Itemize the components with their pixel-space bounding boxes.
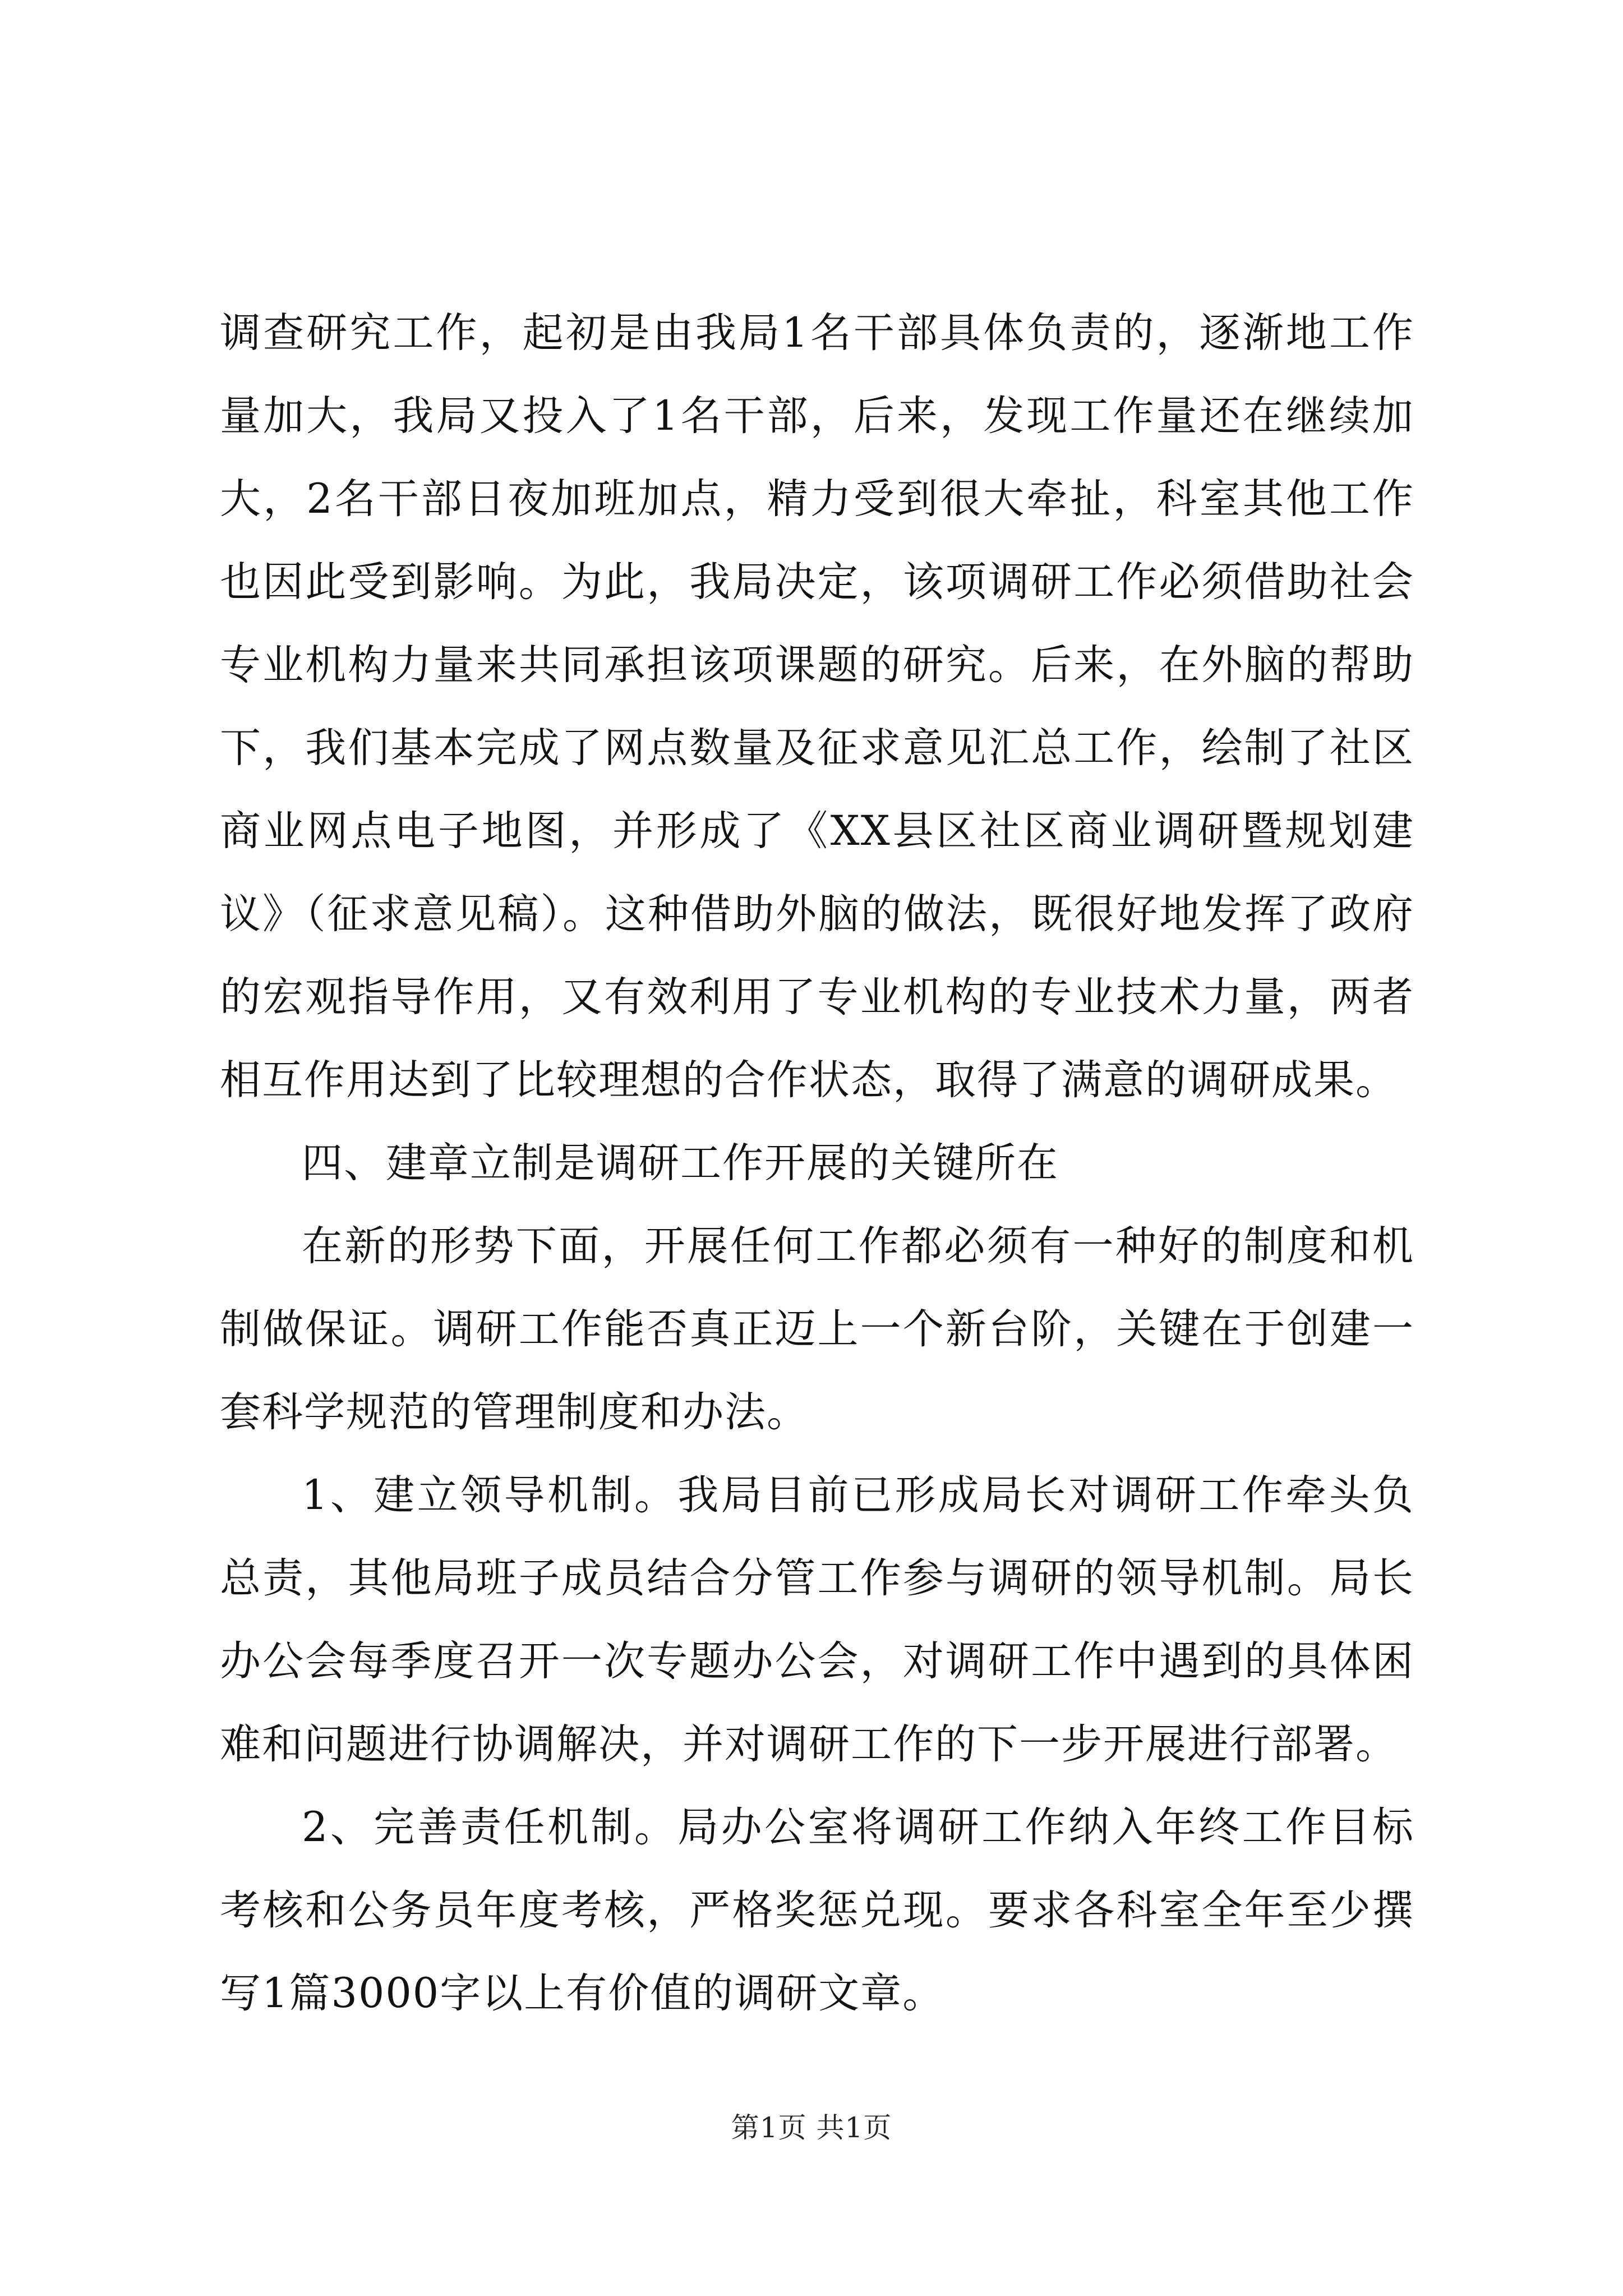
section-heading: 四、建章立制是调研工作开展的关键所在 xyxy=(302,1139,1059,1187)
document-body xyxy=(220,292,1414,2035)
paragraph-intro: 在新的形势下面，开展任何工作都必须有一种好的制度和机制做保证。调研工作能否真正迈上一个新台阶，关键在于创建一套科学规范的管理制度和办法。 xyxy=(220,1222,1414,1436)
page-footer: 第1页 共1页 xyxy=(731,2111,892,2144)
paragraph-item-2: 2、完善责任机制。局办公室将调研工作纳入年终工作目标考核和公务员年度考核，严格奖惩兑现。要求各科室全年至少撰写1篇3000字以上有价值的调研文章。 xyxy=(220,1803,1414,2017)
paragraph-item-1: 1、建立领导机制。我局目前已形成局长对调研工作牵头负总责，其他局班子成员结合分管工作参与调研的领导机制。局长办公会每季度召开一次专题办公会，对调研工作中遇到的具体困难和问题进行协调解决，并对调研工作的下一步开展进行部署。 xyxy=(220,1471,1414,1768)
paragraph-continuation: 调查研究工作，起初是由我局1名干部具体负责的，逐渐地工作量加大，我局又投入了1名干部，后来，发现工作量还在继续加大，2名干部日夜加班加点，精力受到很大牵扯，科室其他工作也因此受到影响。为此，我局决定，该项调研工作必须借助社会专业机构力量来共同承担该项课题的研究。后来，在外脑的帮助下，我们基本完成了网点数量及征求意见汇总工作，绘制了社区商业网点电子地图，并形成了《XX县区社区商业调研暨规划建议》（征求意见稿）。这种借助外脑的做法，既很好地发挥了政府的宏观指导作用，又有效利用了专业机构的专业技术力量，两者相互作用达到了比较理想的合作状态，取得了满意的调研成果。 xyxy=(220,309,1414,1104)
